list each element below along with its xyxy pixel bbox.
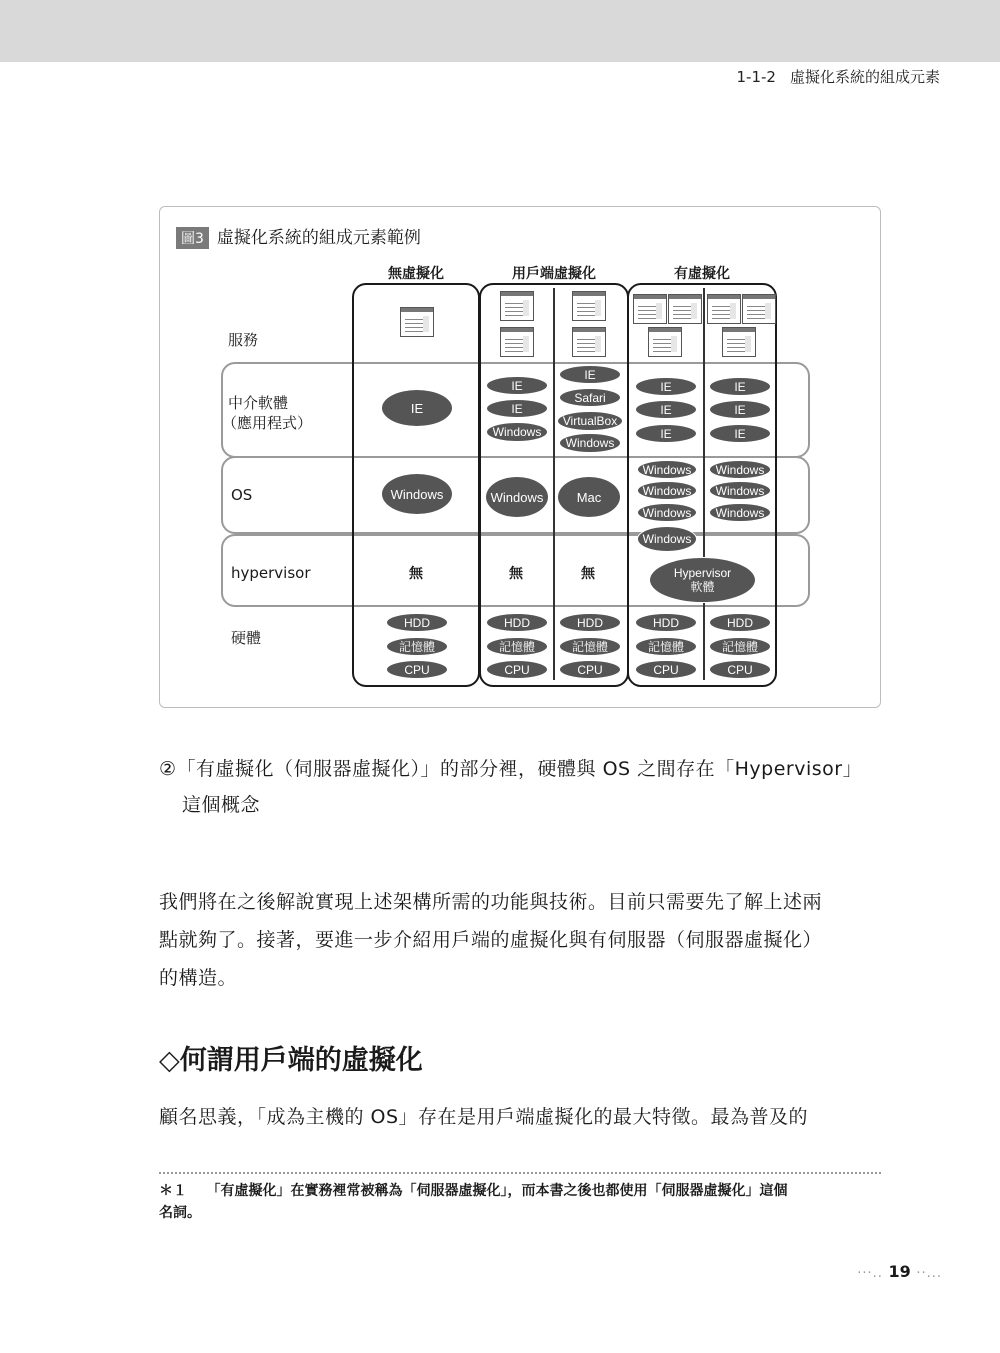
hypervisor-software-line2: 軟體 [690, 580, 715, 594]
paragraph-2: 顧名思義，「成為主機的 OS」存在是用戶端虛擬化的最大特徵。最為普及的 [159, 1106, 809, 1128]
figure-caption [176, 223, 421, 249]
footnote-line1: 「有虛擬化」在實務裡常被稱為「伺服器虛擬化」，而本書之後也都使用「伺服器虛擬化」這個 [206, 1183, 788, 1199]
hypervisor-software [649, 557, 756, 603]
hardware-hdd: HDD [559, 613, 621, 632]
middleware-safari: Safari [559, 388, 621, 407]
row-label-hardware: 硬體 [231, 629, 262, 647]
os-windows: Windows [637, 481, 697, 500]
middleware-ie: IE [486, 399, 548, 418]
hardware-hdd: HDD [709, 613, 771, 632]
row-label-os: OS [231, 486, 253, 504]
hardware-memory: 記憶體 [486, 637, 548, 656]
os-windows: Windows [381, 473, 453, 515]
paragraph-1-line3: 的構造。 [159, 967, 238, 989]
host-os-windows: Windows [637, 526, 697, 552]
row-label-application: （應用程式） [222, 414, 313, 432]
app-window-icon [742, 294, 776, 324]
app-window-icon [572, 291, 606, 321]
app-window-icon [633, 294, 667, 324]
hypervisor-none: 無 [581, 566, 595, 582]
app-window-icon [722, 327, 756, 357]
middleware-ie: IE [486, 376, 548, 395]
section-title: 虛擬化系統的組成元素 [789, 68, 940, 86]
hardware-memory: 記憶體 [709, 637, 771, 656]
app-window-icon [648, 327, 682, 357]
middleware-windows: Windows [559, 433, 621, 453]
hardware-hdd: HDD [635, 613, 697, 632]
os-windows: Windows [709, 503, 771, 522]
hardware-memory: 記憶體 [635, 637, 697, 656]
figure-tag: 圖3 [176, 227, 209, 249]
os-mac: Mac [557, 476, 621, 518]
row-label-middleware: 中介軟體 [228, 394, 289, 412]
os-windows: Windows [709, 460, 771, 479]
footnote-line2: 名詞。 [159, 1205, 201, 1221]
page-number-value: 19 [888, 1262, 911, 1281]
hardware-hdd: HDD [386, 613, 448, 632]
column-header-no-virtualization: 無虛擬化 [388, 266, 444, 282]
hardware-cpu: CPU [386, 660, 448, 679]
middleware-ie: IE [635, 400, 697, 419]
hypervisor-none: 無 [409, 566, 423, 582]
footnote-divider [159, 1172, 881, 1174]
hardware-cpu: CPU [635, 660, 697, 679]
middleware-virtualbox: VirtualBox [557, 411, 623, 431]
middleware-ie: IE [635, 424, 697, 443]
paragraph-1-line1: 我們將在之後解說實現上述架構所需的功能與技術。目前只需要先了解上述兩 [159, 891, 823, 913]
row-label-service: 服務 [228, 331, 259, 349]
middleware-windows: Windows [486, 422, 548, 442]
hardware-memory: 記憶體 [386, 637, 448, 656]
os-windows: Windows [637, 460, 697, 479]
column-divider [553, 288, 555, 680]
section-number: 1-1-2 [736, 68, 776, 86]
middleware-ie: IE [709, 400, 771, 419]
hardware-memory: 記憶體 [559, 637, 621, 656]
column-header-virtualization: 有虛擬化 [674, 266, 730, 282]
os-windows: Windows [709, 481, 771, 500]
app-window-icon [668, 294, 702, 324]
point-2-line2: 這個概念 [182, 794, 261, 816]
footnote [159, 1180, 884, 1224]
section-heading: ◇何謂用戶端的虛擬化 [159, 1045, 423, 1076]
middleware-ie: IE [381, 389, 453, 427]
middleware-ie: IE [559, 365, 621, 384]
row-label-hypervisor: hypervisor [231, 564, 311, 582]
figure-title: 虛擬化系統的組成元素範例 [216, 228, 421, 248]
page-number: ···.. 19 ··... [857, 1262, 942, 1281]
hardware-cpu: CPU [559, 660, 621, 679]
middleware-ie: IE [635, 377, 697, 396]
top-bar [0, 0, 1000, 62]
app-window-icon [400, 307, 434, 337]
running-header [737, 66, 940, 87]
app-window-icon [500, 291, 534, 321]
hardware-hdd: HDD [486, 613, 548, 632]
app-window-icon [572, 327, 606, 357]
hypervisor-software-line1: Hypervisor [673, 566, 732, 580]
column-header-client-virtualization: 用戶端虛擬化 [512, 266, 596, 282]
column-divider [703, 288, 705, 680]
os-windows: Windows [485, 476, 549, 518]
app-window-icon [707, 294, 741, 324]
os-windows: Windows [637, 503, 697, 522]
footnote-mark: ＊１ [159, 1183, 187, 1199]
hardware-cpu: CPU [709, 660, 771, 679]
middleware-ie: IE [709, 424, 771, 443]
app-window-icon [500, 327, 534, 357]
point-2-line1: ②「有虛擬化（伺服器虛擬化）」的部分裡，硬體與 OS 之間存在「Hypervisor」 [159, 758, 863, 780]
paragraph-1-line2: 點就夠了。接著，要進一步介紹用戶端的虛擬化與有伺服器（伺服器虛擬化） [159, 929, 823, 951]
hardware-cpu: CPU [486, 660, 548, 679]
hypervisor-none: 無 [509, 566, 523, 582]
middleware-ie: IE [709, 377, 771, 396]
